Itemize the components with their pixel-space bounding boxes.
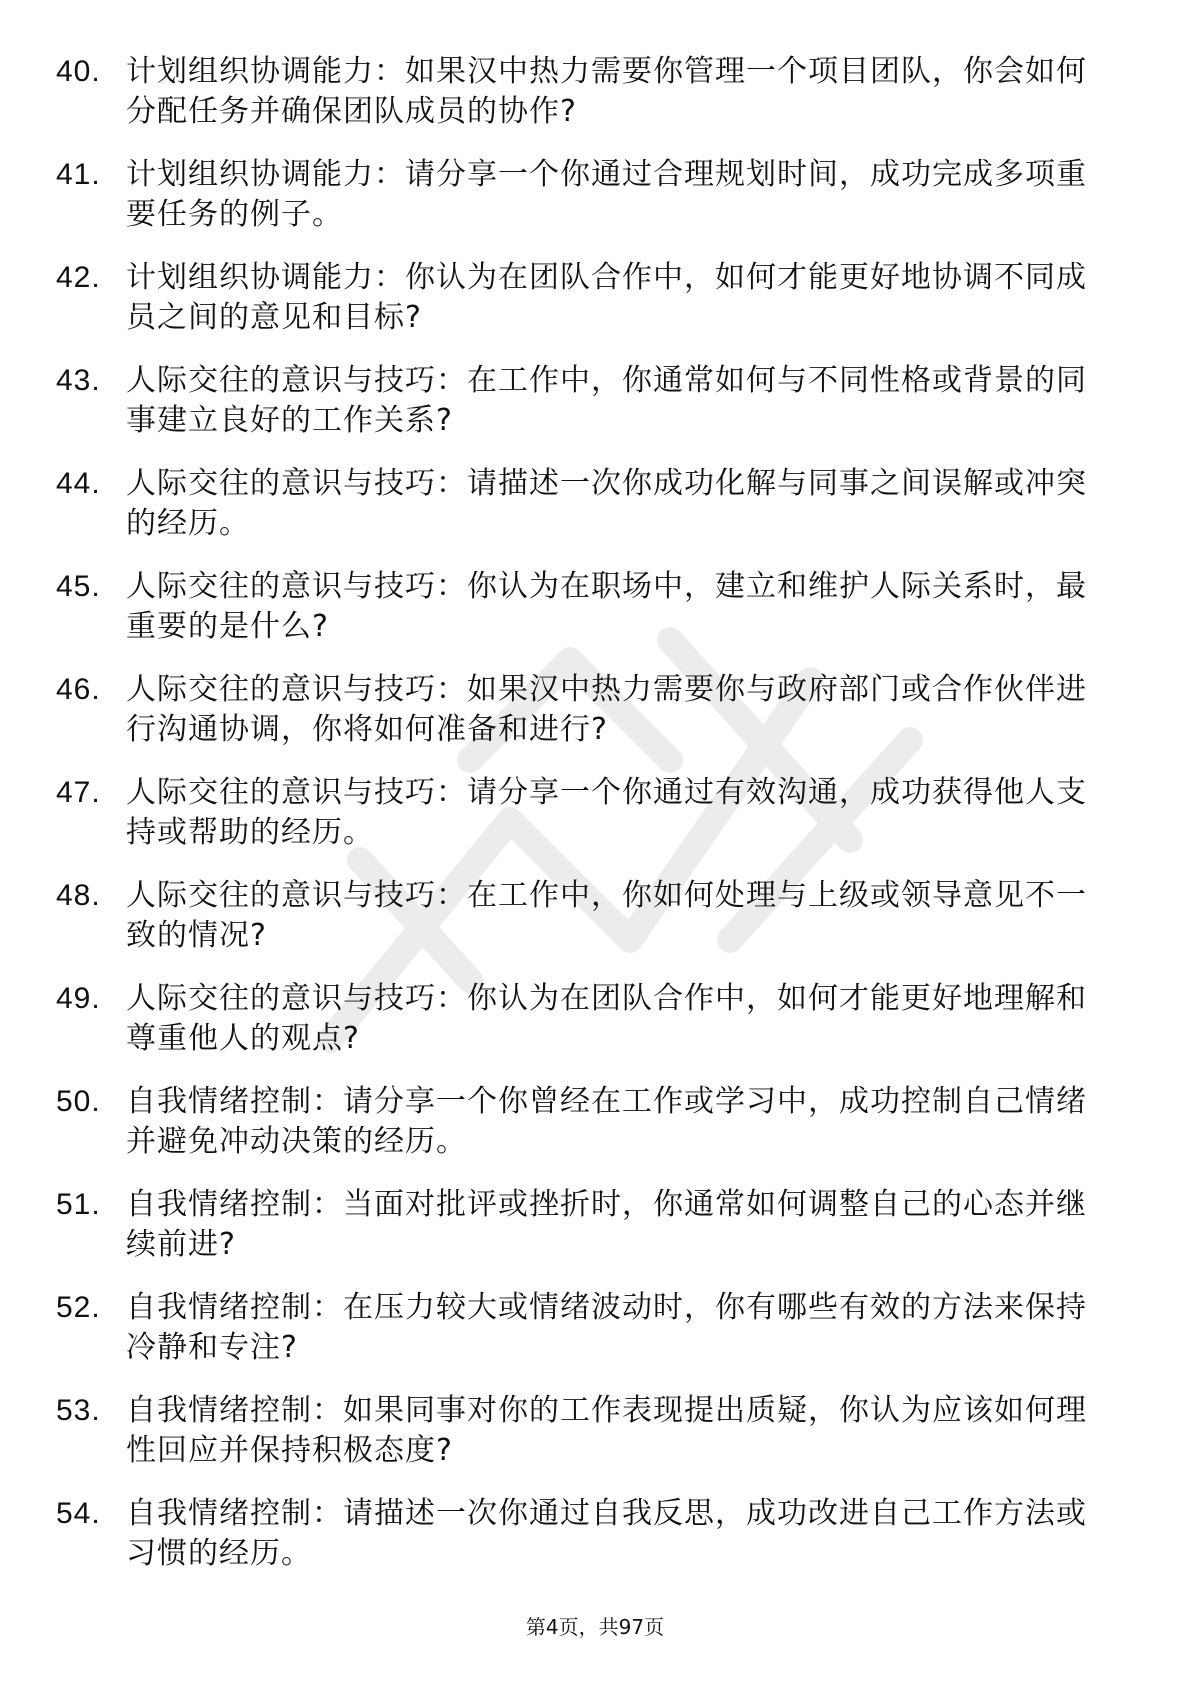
question-item bbox=[56, 670, 1116, 773]
question-text: 人际交往的意识与技巧：在工作中，你通常如何与不同性格或背景的同事建立良好的工作关系? bbox=[126, 363, 1087, 438]
question-text: 人际交往的意识与技巧：你认为在团队合作中，如何才能更好地理解和尊重他人的观点? bbox=[126, 981, 1087, 1056]
question-number: 54. bbox=[56, 1497, 101, 1530]
question-number: 51. bbox=[56, 1188, 101, 1221]
question-number: 46. bbox=[56, 673, 101, 706]
question-list bbox=[56, 52, 1116, 1597]
question-item bbox=[56, 979, 1116, 1082]
question-text: 人际交往的意识与技巧：在工作中，你如何处理与上级或领导意见不一致的情况? bbox=[126, 878, 1087, 953]
question-text: 自我情绪控制：在压力较大或情绪波动时，你有哪些有效的方法来保持冷静和专注? bbox=[126, 1290, 1087, 1365]
question-item bbox=[56, 567, 1116, 670]
question-number: 44. bbox=[56, 467, 101, 500]
question-item bbox=[56, 361, 1116, 464]
question-number: 48. bbox=[56, 879, 101, 912]
question-number: 50. bbox=[56, 1085, 101, 1118]
question-text: 计划组织协调能力：请分享一个你通过合理规划时间，成功完成多项重要任务的例子。 bbox=[126, 157, 1087, 232]
question-number: 40. bbox=[56, 55, 101, 88]
question-number: 49. bbox=[56, 982, 101, 1015]
question-item bbox=[56, 464, 1116, 567]
question-item bbox=[56, 1391, 1116, 1494]
question-item bbox=[56, 155, 1116, 258]
question-text: 计划组织协调能力：你认为在团队合作中，如何才能更好地协调不同成员之间的意见和目标? bbox=[126, 260, 1087, 335]
question-text: 自我情绪控制：请分享一个你曾经在工作或学习中，成功控制自己情绪并避免冲动决策的经历。 bbox=[126, 1084, 1087, 1159]
question-item bbox=[56, 773, 1116, 876]
question-item bbox=[56, 1082, 1116, 1185]
question-text: 人际交往的意识与技巧：请分享一个你通过有效沟通，成功获得他人支持或帮助的经历。 bbox=[126, 775, 1087, 850]
question-number: 53. bbox=[56, 1394, 101, 1427]
question-text: 计划组织协调能力：如果汉中热力需要你管理一个项目团队，你会如何分配任务并确保团队成员的协作? bbox=[126, 54, 1087, 129]
question-item bbox=[56, 258, 1116, 361]
page-number-label: 第4页，共97页 bbox=[525, 1615, 665, 1639]
page-footer bbox=[0, 1614, 1190, 1640]
question-number: 52. bbox=[56, 1291, 101, 1324]
question-item bbox=[56, 1494, 1116, 1597]
question-text: 自我情绪控制：当面对批评或挫折时，你通常如何调整自己的心态并继续前进? bbox=[126, 1187, 1087, 1262]
question-text: 自我情绪控制：如果同事对你的工作表现提出质疑，你认为应该如何理性回应并保持积极态度? bbox=[126, 1393, 1087, 1468]
question-item bbox=[56, 1185, 1116, 1288]
question-item bbox=[56, 1288, 1116, 1391]
question-number: 45. bbox=[56, 570, 101, 603]
question-number: 42. bbox=[56, 261, 101, 294]
question-item bbox=[56, 52, 1116, 155]
question-text: 人际交往的意识与技巧：请描述一次你成功化解与同事之间误解或冲突的经历。 bbox=[126, 466, 1087, 541]
question-number: 43. bbox=[56, 364, 101, 397]
question-text: 人际交往的意识与技巧：你认为在职场中，建立和维护人际关系时，最重要的是什么? bbox=[126, 569, 1087, 644]
question-number: 41. bbox=[56, 158, 101, 191]
question-text: 自我情绪控制：请描述一次你通过自我反思，成功改进自己工作方法或习惯的经历。 bbox=[126, 1496, 1087, 1571]
question-number: 47. bbox=[56, 776, 101, 809]
question-text: 人际交往的意识与技巧：如果汉中热力需要你与政府部门或合作伙伴进行沟通协调，你将如何准备和进行? bbox=[126, 672, 1087, 747]
question-item bbox=[56, 876, 1116, 979]
